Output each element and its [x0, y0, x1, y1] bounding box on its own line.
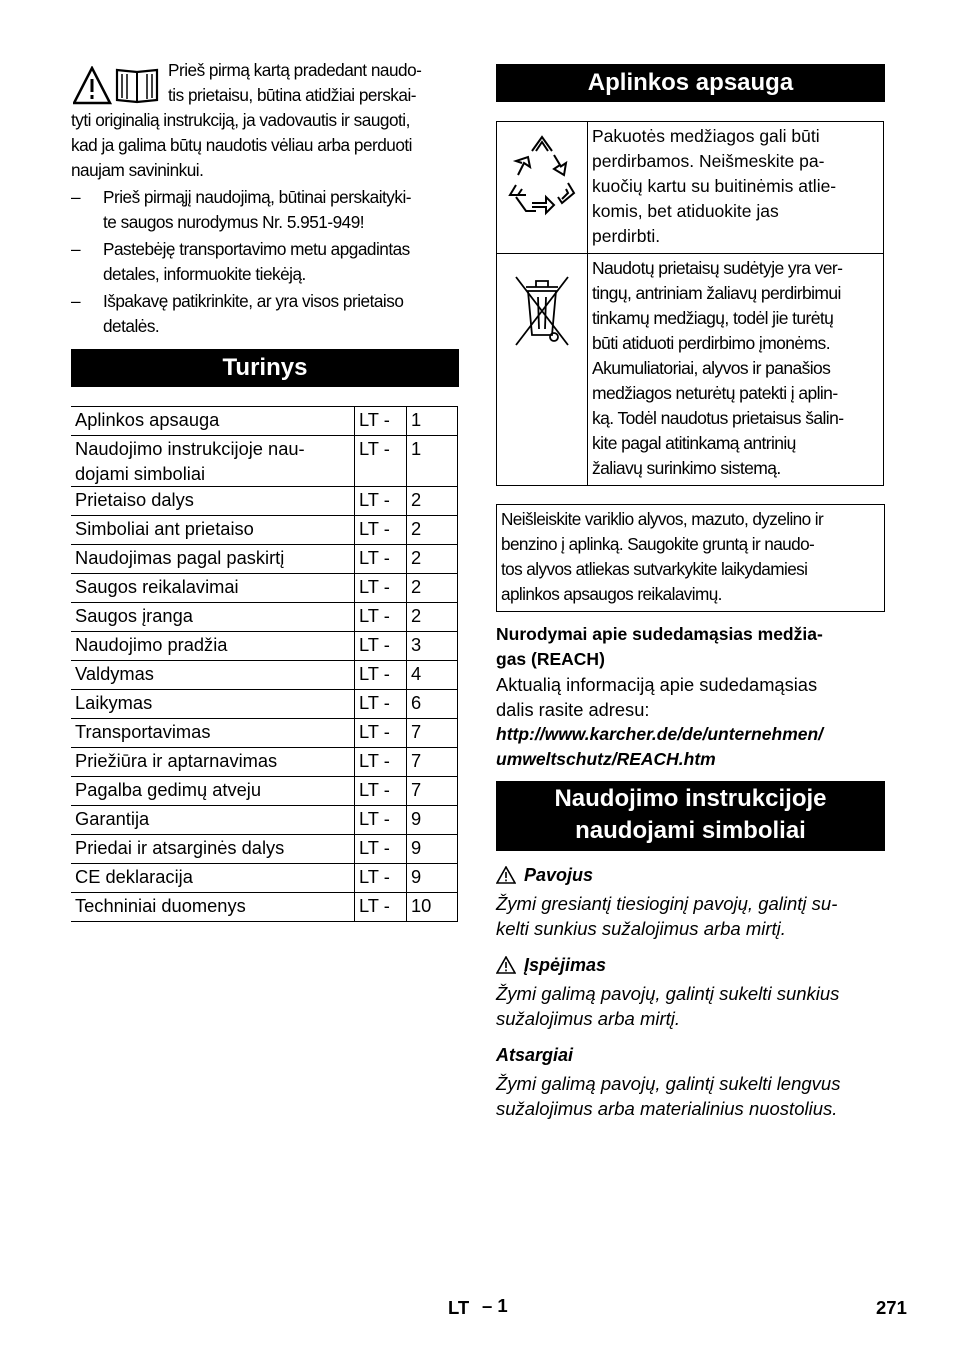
toc-entry-page: 7 — [407, 777, 458, 806]
toc-row[interactable] — [71, 777, 458, 806]
packaging-line: perdirbamos. Neišmeskite pa- — [592, 151, 825, 171]
crossed-out-bin-icon — [502, 263, 582, 363]
toc-entry-title[interactable] — [71, 893, 355, 922]
symbol-danger — [496, 863, 885, 941]
device-line: medžiagos neturėtų patekti į aplin- — [592, 383, 838, 403]
toc-row[interactable] — [71, 574, 458, 603]
toc-row[interactable] — [71, 719, 458, 748]
toc-entry-title-line: Techniniai duomenys — [75, 895, 246, 916]
notice-line: aplinkos apsaugos reikalavimų. — [501, 584, 722, 604]
toc-entry-title[interactable] — [71, 516, 355, 545]
toc-entry-title[interactable] — [71, 632, 355, 661]
toc-entry-title[interactable] — [71, 407, 355, 436]
toc-entry-title-line: Aplinkos apsauga — [75, 409, 220, 430]
toc-entry-page: 9 — [407, 806, 458, 835]
reach-url-link[interactable] — [496, 722, 885, 772]
device-line: tingų, antriniam žaliavų perdirbimui — [592, 283, 841, 303]
intro-line: tis prietaisu, būtina atidžiai perskai- — [168, 85, 416, 105]
toc-entry-title[interactable] — [71, 574, 355, 603]
toc-entry-title[interactable] — [71, 748, 355, 777]
toc-entry-page: 1 — [407, 436, 458, 487]
bullet-item — [71, 185, 459, 235]
reach-body-line: Aktualią informaciją apie sudedamąsias — [496, 674, 818, 695]
symbol-title-text: Pavojus — [524, 865, 594, 885]
toc-entry-page: 3 — [407, 632, 458, 661]
toc-row[interactable] — [71, 661, 458, 690]
symbols-heading — [496, 781, 885, 851]
toc-entry-title-line: Laikymas — [75, 692, 153, 713]
toc-entry-page: 9 — [407, 835, 458, 864]
symbol-caution-text — [496, 1071, 885, 1121]
toc-entry-title-line: Saugos įranga — [75, 605, 193, 626]
warning-triangle-icon — [496, 956, 516, 974]
packaging-line: perdirbti. — [592, 226, 661, 246]
symbol-warning-text — [496, 981, 885, 1031]
crossed-bin-icon-cell — [497, 254, 588, 486]
intro-line: naujam savininkui. — [71, 160, 204, 180]
toc-row[interactable] — [71, 407, 458, 436]
toc-row[interactable] — [71, 864, 458, 893]
intro-line: kad ja galima būtų naudotis vėliau arba perduoti — [71, 135, 412, 155]
reach-url-line[interactable]: http://www.karcher.de/de/unternehmen/ — [496, 724, 824, 744]
symbols-heading-line: naudojami simboliai — [575, 817, 806, 844]
symbol-warning-title — [496, 953, 885, 977]
toc-row[interactable] — [71, 436, 458, 487]
toc-entry-title[interactable] — [71, 719, 355, 748]
toc-entry-lang: LT - — [355, 603, 407, 632]
toc-entry-lang: LT - — [355, 806, 407, 835]
warning-and-manual-icon — [73, 66, 163, 106]
footer-lang: LT — [448, 1297, 470, 1318]
symbol-title-text: Įspėjimas — [524, 955, 607, 975]
toc-entry-page: 7 — [407, 748, 458, 777]
device-line: kite pagal atitinkamą antrinių — [592, 433, 796, 453]
intro-rest — [71, 108, 459, 183]
reach-heading-line: gas (REACH) — [496, 649, 605, 669]
toc-entry-lang: LT - — [355, 893, 407, 922]
toc-table — [71, 406, 458, 922]
toc-entry-page: 2 — [407, 516, 458, 545]
bullet-line: Išpakavę patikrinkite, ar yra visos prietaiso — [103, 291, 404, 311]
toc-entry-page: 1 — [407, 407, 458, 436]
device-line: tinkamų medžiagų, todėl jie turėtų — [592, 308, 834, 328]
toc-entry-page: 6 — [407, 690, 458, 719]
packaging-line: kuočių kartu su buitinėmis atlie- — [592, 176, 837, 196]
toc-entry-lang: LT - — [355, 777, 407, 806]
toc-entry-title-line: Naudojimas pagal paskirtį — [75, 547, 285, 568]
environment-table — [496, 121, 884, 486]
left-column — [71, 58, 459, 922]
device-line: būti atiduoti perdirbimo įmonėms. — [592, 333, 830, 353]
toc-entry-page: 10 — [407, 893, 458, 922]
toc-entry-page: 9 — [407, 864, 458, 893]
bullet-item — [71, 289, 459, 339]
oil-notice-box — [496, 504, 885, 612]
notice-line: Neišleiskite variklio alyvos, mazuto, dyzelino ir — [501, 509, 824, 529]
toc-entry-title-line: Transportavimas — [75, 721, 211, 742]
symbol-caution — [496, 1043, 885, 1121]
packaging-line: komis, bet atiduokite jas — [592, 201, 779, 221]
symbol-text-line: sužalojimus arba mirtį. — [496, 1008, 681, 1029]
reach-body-line: dalis rasite adresu: — [496, 699, 650, 720]
toc-row[interactable] — [71, 516, 458, 545]
toc-entry-title[interactable] — [71, 806, 355, 835]
reach-heading — [496, 622, 885, 672]
toc-row[interactable] — [71, 806, 458, 835]
toc-entry-lang: LT - — [355, 632, 407, 661]
toc-entry-lang: LT - — [355, 661, 407, 690]
bullet-line: Prieš pirmąjį naudojimą, būtinai perskaityki- — [103, 187, 412, 207]
notice-line: tos alyvos atliekas sutvarkykite laikydamiesi — [501, 559, 808, 579]
bullet-line: Pastebėję transportavimo metu apgadintas — [103, 239, 410, 259]
toc-entry-title-line: Naudojimo instrukcijoje nau- — [75, 438, 305, 459]
toc-entry-page: 2 — [407, 545, 458, 574]
toc-entry-title[interactable] — [71, 864, 355, 893]
symbol-caution-title — [496, 1043, 885, 1067]
toc-row[interactable] — [71, 487, 458, 516]
toc-row[interactable] — [71, 893, 458, 922]
environment-heading: Aplinkos apsauga — [496, 64, 885, 102]
toc-entry-lang: LT - — [355, 748, 407, 777]
intro-bullet-list — [71, 185, 459, 339]
bullet-dash: – — [71, 187, 81, 207]
toc-entry-lang: LT - — [355, 516, 407, 545]
recycle-icon — [502, 123, 582, 223]
toc-heading: Turinys — [71, 349, 459, 387]
toc-entry-title[interactable] — [71, 777, 355, 806]
reach-heading-line: Nurodymai apie sudedamąsias medžia- — [496, 624, 823, 644]
toc-row[interactable] — [71, 545, 458, 574]
toc-entry-title[interactable] — [71, 545, 355, 574]
symbol-title-text: Atsargiai — [496, 1045, 574, 1065]
symbol-danger-title — [496, 863, 885, 887]
toc-entry-lang: LT - — [355, 436, 407, 487]
symbol-text-line: kelti sunkius sužalojimus arba mirtį. — [496, 918, 786, 939]
toc-entry-title[interactable] — [71, 661, 355, 690]
toc-entry-page: 7 — [407, 719, 458, 748]
device-line: ką. Todėl naudotus prietaisus šalin- — [592, 408, 844, 428]
toc-entry-title-line: CE deklaracija — [75, 866, 193, 887]
toc-entry-lang: LT - — [355, 574, 407, 603]
recycle-icon-cell — [497, 122, 588, 254]
toc-row[interactable] — [71, 835, 458, 864]
device-line: Naudotų prietaisų sudėtyje yra ver- — [592, 258, 843, 278]
toc-entry-lang: LT - — [355, 864, 407, 893]
toc-row[interactable] — [71, 690, 458, 719]
packaging-text — [588, 122, 884, 254]
bullet-line: detales, informuokite tiekėją. — [103, 264, 306, 284]
intro-section — [71, 58, 459, 339]
toc-entry-lang: LT - — [355, 545, 407, 574]
bullet-line: detalės. — [103, 316, 160, 336]
device-line: Akumuliatoriai, alyvos ir panašios — [592, 358, 831, 378]
toc-entry-title-line: Pagalba gedimų atveju — [75, 779, 261, 800]
toc-entry-page: 2 — [407, 487, 458, 516]
toc-entry-lang: LT - — [355, 835, 407, 864]
toc-entry-title[interactable] — [71, 690, 355, 719]
symbol-text-line: sužalojimus arba materialinius nuostolius. — [496, 1098, 838, 1119]
toc-entry-title[interactable] — [71, 603, 355, 632]
symbol-text-line: Žymi galimą pavojų, galintį sukelti lengvus — [496, 1073, 841, 1094]
device-disposal-row — [497, 254, 884, 486]
packaging-line: Pakuotės medžiagos gali būti — [592, 126, 820, 146]
toc-entry-title-line: Priežiūra ir aptarnavimas — [75, 750, 278, 771]
notice-line: benzino į aplinką. Saugokite gruntą ir naudo- — [501, 534, 815, 554]
toc-entry-lang: LT - — [355, 407, 407, 436]
intro-line: tyti originalią instrukciją, ja vadovautis ir saugoti, — [71, 110, 410, 130]
symbol-text-line: Žymi gresiantį tiesioginį pavojų, galintį su- — [496, 893, 838, 914]
symbol-danger-text — [496, 891, 885, 941]
toc-entry-title-line: Saugos reikalavimai — [75, 576, 239, 597]
symbols-heading-line: Naudojimo instrukcijoje — [554, 785, 827, 812]
symbol-text-line: Žymi galimą pavojų, galintį sukelti sunkius — [496, 983, 840, 1004]
bullet-dash: – — [71, 239, 81, 259]
toc-entry-title[interactable] — [71, 835, 355, 864]
toc-entry-title-line: dojami simboliai — [75, 463, 206, 484]
toc-row[interactable] — [71, 748, 458, 777]
toc-entry-lang: LT - — [355, 719, 407, 748]
reach-url-line[interactable]: umweltschutz/REACH.htm — [496, 749, 716, 769]
warning-triangle-icon — [496, 866, 516, 884]
toc-entry-title-line: Valdymas — [75, 663, 154, 684]
symbol-warning — [496, 953, 885, 1031]
toc-entry-title-line: Naudojimo pradžia — [75, 634, 228, 655]
footer-page-sep: – 1 — [482, 1295, 508, 1316]
toc-entry-page: 2 — [407, 574, 458, 603]
toc-entry-lang: LT - — [355, 690, 407, 719]
toc-entry-title[interactable] — [71, 487, 355, 516]
footer-page-number: 271 — [876, 1297, 907, 1318]
reach-body — [496, 672, 885, 722]
toc-entry-title-line: Priedai ir atsarginės dalys — [75, 837, 285, 858]
device-disposal-text — [588, 254, 884, 486]
bullet-line: te saugos nurodymus Nr. 5.951-949! — [103, 212, 365, 232]
toc-entry-page: 2 — [407, 603, 458, 632]
toc-entry-title-line: Prietaiso dalys — [75, 489, 194, 510]
right-column — [496, 64, 885, 1121]
intro-line: Prieš pirmą kartą pradedant naudo- — [168, 60, 422, 80]
packaging-row — [497, 122, 884, 254]
toc-entry-title-line: Simboliai ant prietaiso — [75, 518, 254, 539]
toc-entry-page: 4 — [407, 661, 458, 690]
toc-entry-title-line: Garantija — [75, 808, 150, 829]
toc-entry-title[interactable] — [71, 436, 355, 487]
bullet-dash: – — [71, 291, 81, 311]
toc-row[interactable] — [71, 603, 458, 632]
bullet-item — [71, 237, 459, 287]
toc-row[interactable] — [71, 632, 458, 661]
device-line: žaliavų surinkimo sistemą. — [592, 458, 781, 478]
toc-entry-lang: LT - — [355, 487, 407, 516]
